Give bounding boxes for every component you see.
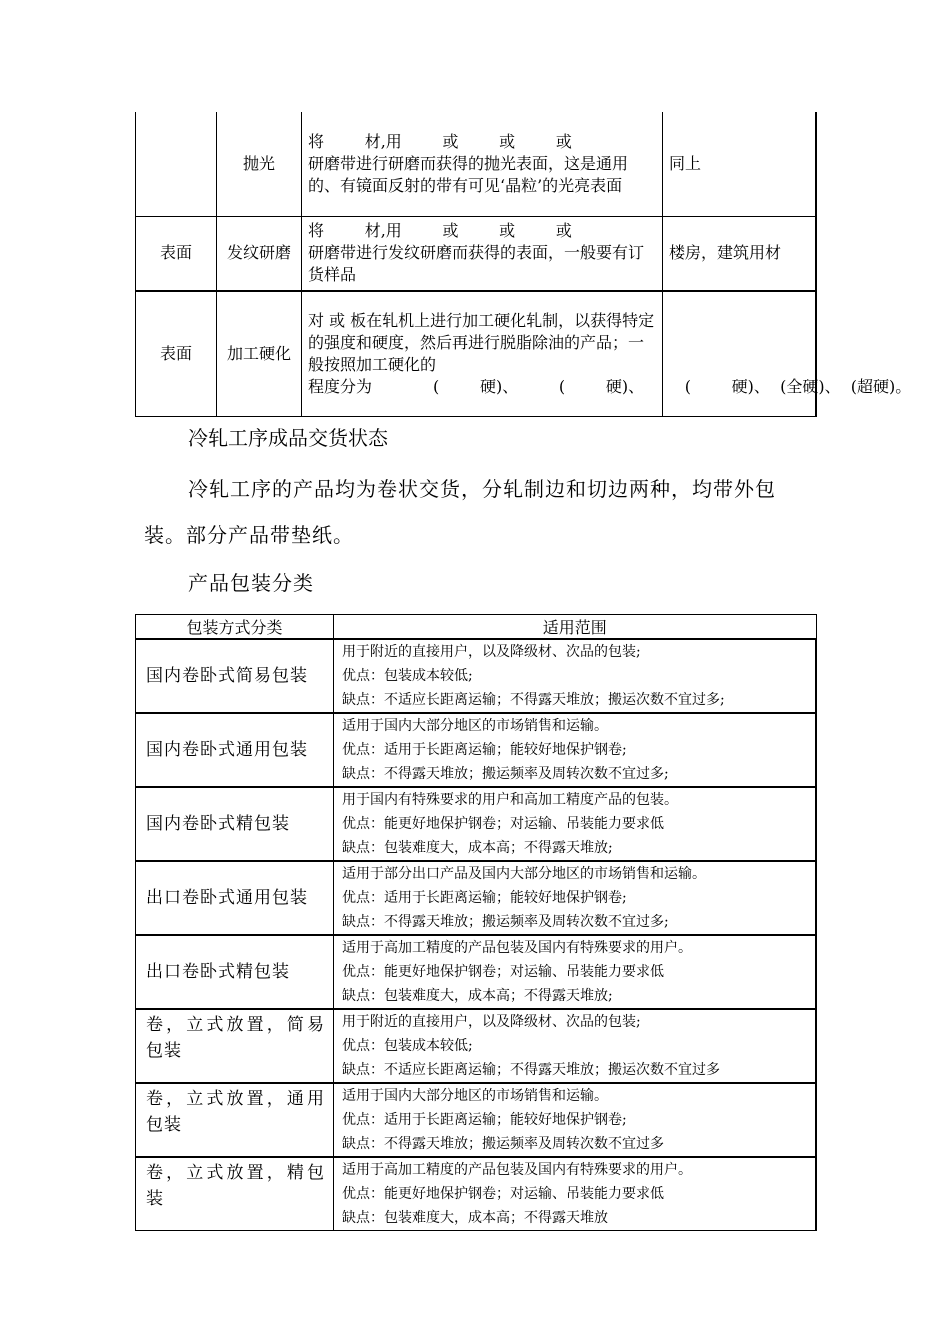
finish-description-cell [302,216,663,291]
table-row [136,787,817,861]
description-text: 对 或 板在轧机上进行加工硬化轧制，以获得特定的强度和硬度，然后再进行脱脂除油的产品；一般按照加工硬化的 [308,310,655,374]
finish-name-cell: 发纹研磨 [217,216,302,291]
paragraph-line: 冷轧工序的产品均为卷状交货，分轧制边和切边两种，均带外包 [188,477,776,501]
table-header-row [136,615,817,640]
scope-line: 缺点：包装难度大，成本高；不得露天堆放 [342,1210,608,1226]
finish-description-cell [302,112,663,216]
column-header: 适用范围 [334,615,817,640]
description-line: 程度分为 ( 硬)、 ( 硬)、 ( 硬)、 (全硬)、 (超硬)。 [308,376,912,396]
table-row [136,861,817,935]
scope-line: 缺点：不得露天堆放；搬运频率及周转次数不宜过多 [342,1136,664,1152]
scope-line: 缺点：不得露天堆放；搬运频率及周转次数不宜过多; [342,766,669,782]
description-line: 将 材,用 或 或 或 [308,131,572,151]
finish-category-cell: 表面 [136,291,217,416]
package-scope-cell [334,1083,817,1157]
scope-line: 适用于国内大部分地区的市场销售和运输。 [342,1088,608,1104]
scope-line: 优点：能更好地保护钢卷；对运输、吊装能力要求低 [342,1186,664,1202]
package-type-cell: 国内卷卧式通用包装 [136,713,334,787]
table-row [136,935,817,1009]
finish-name-cell: 加工硬化 [217,291,302,416]
scope-line: 优点：适用于长距离运输；能较好地保护钢卷; [342,1112,627,1128]
packaging-table [135,614,817,1231]
table-row [136,639,817,713]
scope-line: 优点：包装成本较低; [342,668,473,684]
finish-usage-cell: 楼房，建筑用材 [663,216,817,291]
scope-line: 优点：能更好地保护钢卷；对运输、吊装能力要求低 [342,964,664,980]
scope-line: 适用于高加工精度的产品包装及国内有特殊要求的用户。 [342,940,692,956]
package-scope-cell [334,1009,817,1083]
scope-line: 优点：包装成本较低; [342,1038,473,1054]
scope-line: 适用于高加工精度的产品包装及国内有特殊要求的用户。 [342,1162,692,1178]
finish-name-cell: 抛光 [217,112,302,216]
table-row [136,216,817,291]
finish-description-cell [302,291,912,416]
package-type-cell: 卷，立式放置，精包装 [136,1157,334,1231]
scope-line: 缺点：不适应长距离运输；不得露天堆放；搬运次数不宜过多 [342,1062,720,1078]
scope-line: 缺点：不适应长距离运输；不得露天堆放；搬运次数不宜过多; [342,692,725,708]
surface-finish-table [135,112,912,417]
package-scope-cell [334,639,817,713]
scope-line: 适用于国内大部分地区的市场销售和运输。 [342,718,608,734]
scope-line: 缺点：不得露天堆放；搬运频率及周转次数不宜过多; [342,914,669,930]
scope-line: 用于附近的直接用户，以及降级材、次品的包装; [342,644,641,660]
finish-usage-cell: 同上 [663,112,817,216]
finish-category-cell [136,112,217,216]
paragraph-line: 装。部分产品带垫纸。 [144,523,354,547]
description-text: 研磨带进行研磨而获得的抛光表面，这是通用的、有镜面反射的带有可见‘晶粒’的光亮表面 [308,153,629,195]
description-text: 研磨带进行发纹研磨而获得的表面，一般要有订货样品 [308,243,645,285]
table-row [136,291,817,416]
section-heading-packaging: 产品包装分类 [188,571,314,595]
table-row [136,1157,817,1231]
table-row [136,713,817,787]
package-scope-cell [334,861,817,935]
finish-usage-cell [663,291,817,416]
table-row [136,1009,817,1083]
scope-line: 用于国内有特殊要求的用户和高加工精度产品的包装。 [342,792,678,808]
package-scope-cell [334,935,817,1009]
package-scope-cell [334,787,817,861]
scope-line: 优点：能更好地保护钢卷；对运输、吊装能力要求低 [342,816,664,832]
package-scope-cell [334,713,817,787]
package-type-cell: 卷，立式放置，简易包装 [136,1009,334,1083]
package-type-cell: 国内卷卧式简易包装 [136,639,334,713]
package-scope-cell [334,1157,817,1231]
finish-category-cell: 表面 [136,216,217,291]
column-header: 包装方式分类 [136,615,334,640]
scope-line: 用于附近的直接用户，以及降级材、次品的包装; [342,1014,641,1030]
section-heading-delivery: 冷轧工序成品交货状态 [188,426,388,450]
description-line: 将 材,用 或 或 或 [308,221,572,241]
scope-line: 缺点：包装难度大，成本高；不得露天堆放; [342,840,613,856]
package-type-cell: 国内卷卧式精包装 [136,787,334,861]
scope-line: 优点：适用于长距离运输；能较好地保护钢卷; [342,890,627,906]
package-type-cell: 卷，立式放置，通用包装 [136,1083,334,1157]
scope-line: 优点：适用于长距离运输；能较好地保护钢卷; [342,742,627,758]
package-type-cell: 出口卷卧式通用包装 [136,861,334,935]
scope-line: 适用于部分出口产品及国内大部分地区的市场销售和运输。 [342,866,706,882]
package-type-cell: 出口卷卧式精包装 [136,935,334,1009]
table-row [136,112,817,216]
scope-line: 缺点：包装难度大，成本高；不得露天堆放; [342,988,613,1004]
table-row [136,1083,817,1157]
